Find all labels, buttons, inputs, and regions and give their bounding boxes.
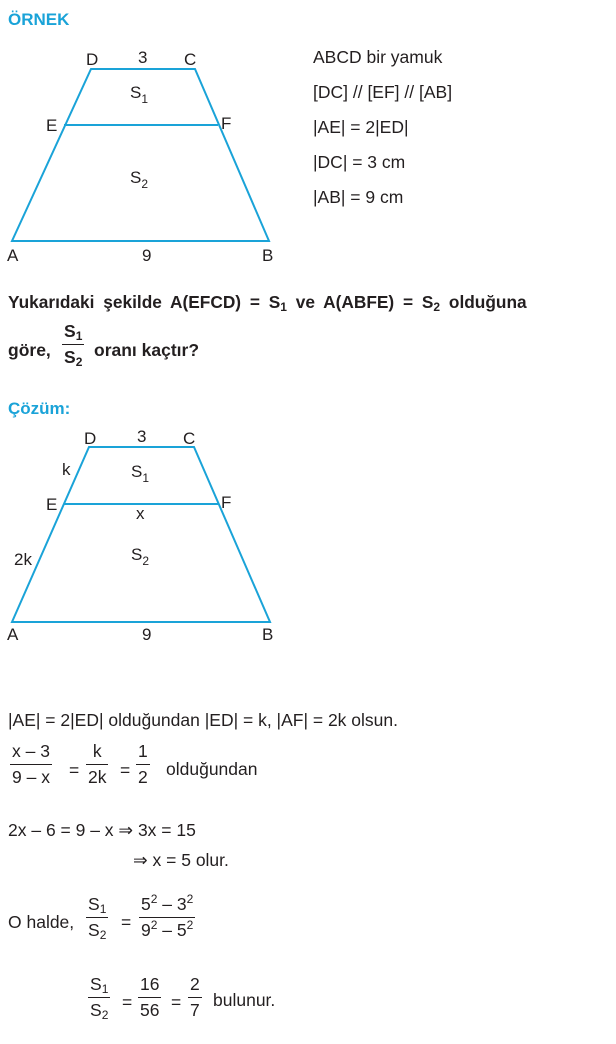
result-fraction-16-56: 16 56 (140, 974, 160, 1020)
given-line: [DC] // [EF] // [AB] (313, 82, 453, 102)
vertex-f-label: F (221, 114, 232, 133)
solution-equation-3: ⇒ x = 5 olur. (133, 850, 229, 870)
eq4-lead: O halde, (8, 912, 75, 932)
side-k-label: k (62, 460, 71, 479)
squares-difference-fraction: $5^2 - 3^2$ $9^2 - 5^2$ (141, 892, 194, 940)
question-line-1: Yukarıdaki şekilde A(EFCD) = $S_1$ ve A(ABFE) = $S_2$ olduğuna (8, 292, 527, 314)
top-base-label: 3 (138, 48, 148, 67)
vertex-d-label: D (84, 429, 97, 448)
solution-equation-2: 2x – 6 = 9 – x ⇒ 3x = 15 (8, 820, 196, 840)
example-heading: ÖRNEK (8, 10, 70, 29)
equals-sign: = (171, 992, 182, 1012)
question-ratio-fraction: $S_1$ $S_2$ (64, 321, 83, 369)
ratio-fraction-1: x – 3 9 – x (12, 741, 50, 787)
side-2k-label: 2k (14, 550, 32, 569)
solution-heading: Çözüm: (8, 399, 71, 418)
solution-line-1: |AE| = 2|ED| olduğundan |ED| = k, |AF| = 2k olsun. (8, 710, 398, 730)
result-fraction-2-7: 2 7 (190, 974, 200, 1020)
area-s1-label: $S_1$ (131, 462, 150, 485)
segment-ef-x-label: x (136, 504, 145, 523)
vertex-f-label: F (221, 493, 232, 512)
bottom-base-label: 9 (142, 625, 152, 644)
equals-sign: = (69, 760, 80, 780)
vertex-b-label: B (262, 246, 274, 265)
vertex-d-label: D (86, 50, 99, 69)
area-ratio-fraction: $S_1$ $S_2$ (88, 894, 107, 942)
top-base-label: 3 (137, 427, 147, 446)
vertex-e-label: E (46, 495, 58, 514)
vertex-c-label: C (183, 429, 196, 448)
vertex-a-label: A (7, 625, 19, 644)
vertex-c-label: C (184, 50, 197, 69)
ratio-fraction-3: 1 2 (138, 741, 148, 787)
given-line: |DC| = 3 cm (313, 152, 406, 172)
bottom-base-label: 9 (142, 246, 152, 265)
vertex-b-label: B (262, 625, 274, 644)
equals-sign: = (121, 912, 132, 932)
given-line: |AB| = 9 cm (313, 187, 404, 207)
eq5-tail: bulunur. (213, 990, 276, 1010)
vertex-e-label: E (46, 116, 58, 135)
area-s1-label: $S_1$ (130, 83, 149, 106)
area-s2-label: $S_2$ (130, 168, 149, 191)
equals-sign: = (120, 760, 131, 780)
ratio-fraction-2: k 2k (88, 741, 107, 787)
question-line-2-tail: oranı kaçtır? (94, 340, 200, 360)
area-s2-label: $S_2$ (131, 545, 150, 568)
area-ratio-fraction: $S_1$ $S_2$ (90, 974, 109, 1022)
given-line: |AE| = 2|ED| (313, 117, 409, 137)
vertex-a-label: A (7, 246, 19, 265)
eq1-tail: olduğundan (166, 759, 258, 779)
equals-sign: = (122, 992, 133, 1012)
question-line-2-lead: göre, (8, 340, 51, 360)
given-line: ABCD bir yamuk (313, 47, 443, 67)
